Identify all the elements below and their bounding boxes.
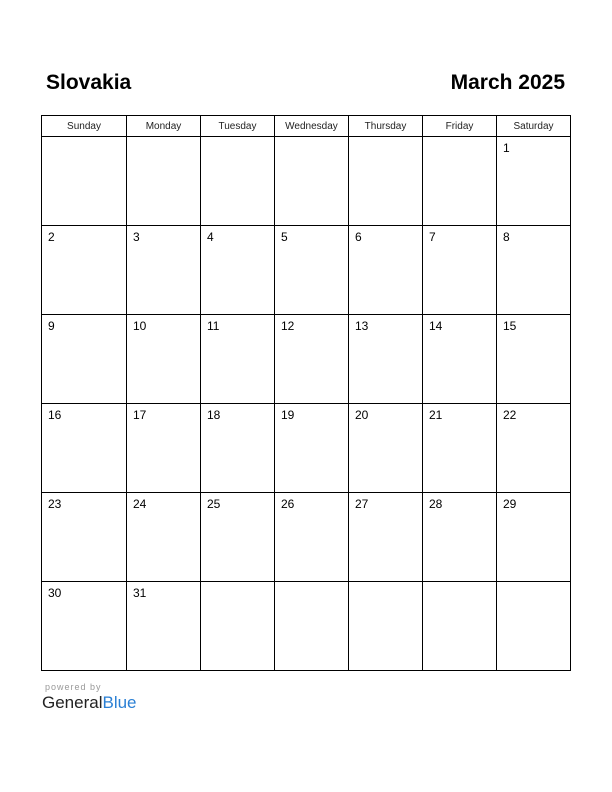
day-cell xyxy=(201,315,275,404)
week-row xyxy=(42,315,571,404)
powered-by-label: powered by xyxy=(45,682,102,692)
day-number: 26 xyxy=(281,497,295,511)
day-number: 11 xyxy=(207,319,220,333)
day-cell xyxy=(201,493,275,582)
day-cell xyxy=(201,137,275,226)
day-number xyxy=(201,582,274,586)
weekday-tuesday: Tuesday xyxy=(201,116,275,137)
day-number: 15 xyxy=(503,319,517,333)
day-cell xyxy=(349,582,423,671)
month-title: March 2025 xyxy=(450,71,565,94)
day-cell xyxy=(423,582,497,671)
day-cell xyxy=(42,582,127,671)
week-row xyxy=(42,226,571,315)
day-number: 9 xyxy=(48,319,55,333)
day-cell xyxy=(275,582,349,671)
day-cell xyxy=(497,315,571,404)
day-number: 30 xyxy=(48,586,62,600)
day-cell xyxy=(349,226,423,315)
day-cell xyxy=(497,137,571,226)
logo-blue: Blue xyxy=(102,693,137,712)
country-title: Slovakia xyxy=(46,71,132,94)
day-number: 27 xyxy=(355,497,369,511)
day-number: 7 xyxy=(429,230,436,244)
day-number xyxy=(201,137,274,141)
day-number: 13 xyxy=(355,319,369,333)
day-cell xyxy=(275,315,349,404)
week-row xyxy=(42,137,571,226)
day-cell xyxy=(42,493,127,582)
week-row xyxy=(42,493,571,582)
day-cell xyxy=(201,404,275,493)
day-number: 25 xyxy=(207,497,221,511)
day-cell xyxy=(201,582,275,671)
week-row xyxy=(42,582,571,671)
day-cell xyxy=(127,226,201,315)
day-number xyxy=(42,137,126,141)
day-number: 3 xyxy=(133,230,140,244)
weekday-wednesday: Wednesday xyxy=(275,116,349,137)
day-cell xyxy=(42,404,127,493)
day-number: 29 xyxy=(503,497,517,511)
day-cell xyxy=(497,226,571,315)
weekday-friday: Friday xyxy=(423,116,497,137)
day-number: 1 xyxy=(503,141,510,155)
day-number: 23 xyxy=(48,497,62,511)
day-cell xyxy=(497,404,571,493)
day-cell xyxy=(275,493,349,582)
day-number: 17 xyxy=(133,408,147,422)
day-number: 14 xyxy=(429,319,443,333)
day-cell xyxy=(349,315,423,404)
day-cell xyxy=(423,226,497,315)
day-cell xyxy=(127,137,201,226)
day-cell xyxy=(42,226,127,315)
day-number: 18 xyxy=(207,408,221,422)
day-number: 12 xyxy=(281,319,295,333)
day-number xyxy=(275,137,348,141)
day-number: 22 xyxy=(503,408,517,422)
day-cell xyxy=(423,404,497,493)
day-cell xyxy=(497,582,571,671)
weekday-saturday: Saturday xyxy=(497,116,571,137)
day-number: 21 xyxy=(429,408,443,422)
weekday-monday: Monday xyxy=(127,116,201,137)
day-cell xyxy=(201,226,275,315)
generalblue-logo xyxy=(42,693,137,713)
day-cell xyxy=(127,493,201,582)
day-cell xyxy=(275,404,349,493)
day-number: 16 xyxy=(48,408,62,422)
day-number: 24 xyxy=(133,497,147,511)
day-number xyxy=(127,137,200,141)
day-number: 6 xyxy=(355,230,362,244)
day-number: 8 xyxy=(503,230,510,244)
day-cell xyxy=(497,493,571,582)
weekday-sunday: Sunday xyxy=(42,116,127,137)
day-cell xyxy=(423,137,497,226)
day-number xyxy=(423,137,496,141)
day-number xyxy=(349,582,422,586)
day-number: 10 xyxy=(133,319,147,333)
week-row xyxy=(42,404,571,493)
day-cell xyxy=(42,315,127,404)
day-cell xyxy=(127,315,201,404)
day-number: 31 xyxy=(133,586,147,600)
weekday-thursday: Thursday xyxy=(349,116,423,137)
day-cell xyxy=(423,493,497,582)
day-cell xyxy=(423,315,497,404)
day-number: 19 xyxy=(281,408,295,422)
day-number: 20 xyxy=(355,408,369,422)
day-cell xyxy=(127,582,201,671)
day-cell xyxy=(42,137,127,226)
day-cell xyxy=(349,404,423,493)
day-number: 5 xyxy=(281,230,288,244)
day-number: 4 xyxy=(207,230,214,244)
logo-general: General xyxy=(42,693,103,712)
day-number: 2 xyxy=(48,230,55,244)
day-number: 28 xyxy=(429,497,443,511)
day-number xyxy=(497,582,570,586)
day-number xyxy=(423,582,496,586)
day-number xyxy=(275,582,348,586)
day-number xyxy=(349,137,422,141)
day-cell xyxy=(349,493,423,582)
day-cell xyxy=(275,137,349,226)
day-cell xyxy=(127,404,201,493)
day-cell xyxy=(349,137,423,226)
day-cell xyxy=(275,226,349,315)
calendar-grid xyxy=(41,115,571,671)
weekday-header-row xyxy=(42,116,571,137)
